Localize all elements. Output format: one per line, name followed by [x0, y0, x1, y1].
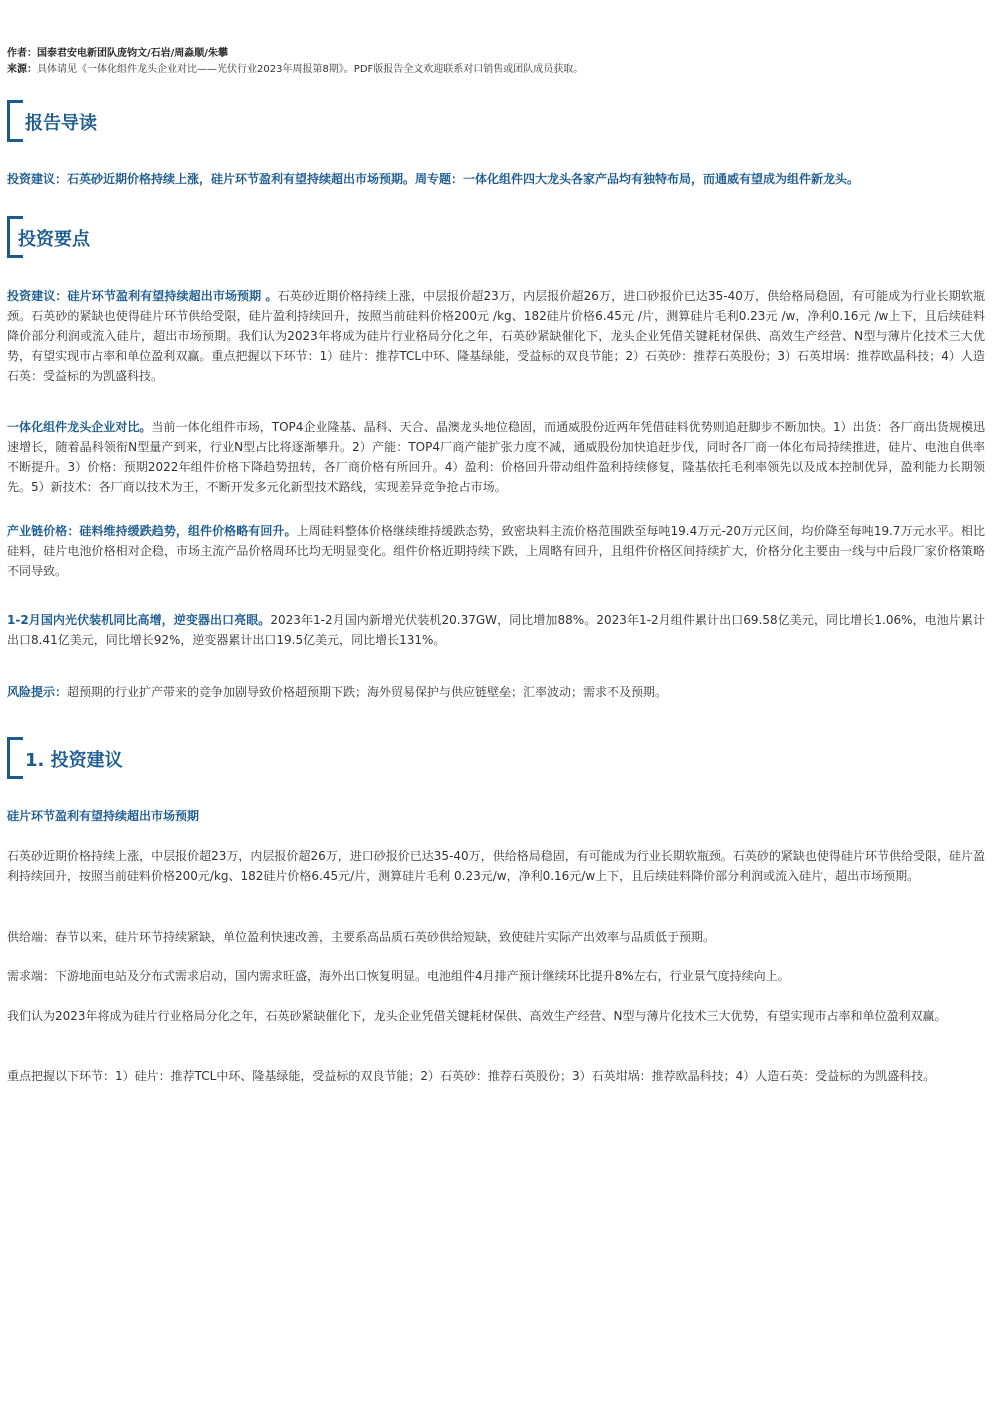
advice-paragraph-5: 重点把握以下环节：1）硅片：推荐TCL中环、隆基绿能，受益标的双良节能；2）石英砂：推荐石英股份；3）石英坩埚：推荐欧晶科技；4）人造石英：受益标的为凯盛科技。	[7, 1069, 936, 1083]
source-text: 具体请见《一体化组件龙头企业对比——光伏行业2023年周报第8期》。PDF版报告全文欢迎联系对口销售或团队成员获取。	[37, 64, 584, 75]
source-label: 来源：	[7, 64, 37, 75]
point-body: 上周硅料整体价格继续维持缓跌态势，致密块料主流价格范围跌至每吨19.4万元-20万元区间，均价降至每吨19.7万元水平。相比硅料，硅片电池价格相对企稳，市场主流产品价格周环比均无明显变化。组件价格近期持续下跌，上周略有回升，且组件价格区间持续扩大，价格分化主要由一线与中后段厂家价格策略不同导致。	[7, 524, 985, 578]
point-body: 当前一体化组件市场，TOP4企业隆基、晶科、天合、晶澳龙头地位稳固，而通威股份近两年凭借硅料优势则追赶脚步不断加快。1）出货：各厂商出货规模迅速增长，随着晶科领衔N型量产到来，行业N型占比将逐渐攀升。2）产能：TOP4厂商产能扩张力度不减，通威股份加快追赶步伐，同时各厂商一体化布局持续推进，硅片、电池自供率不断提升。3）价格：预期2022年组件价格下降趋势扭转，各厂商价格有所回升。4）盈利：价格回升带动组件盈利持续修复，隆基依托毛利率领先以及成本控制优异，盈利能力长期领先。5）新技术：各厂商以技术为王，不断开发多元化新型技术路线，实现差异竞争抢占市场。	[7, 420, 985, 494]
point-paragraph-4	[7, 610, 985, 650]
advice-paragraph-1: 石英砂近期价格持续上涨，中层报价超23万，内层报价超26万，进口砂报价已达35-40万，供给格局稳固，有可能成为行业长期软瓶颈。石英砂的紧缺也使得硅片环节供给受限，硅片盈利持续回升，按照当前硅料价格200元/kg、182硅片价格6.45元/片，测算硅片毛利 0.23元/w，净利0.16元/w上下，且后续硅料降价部分利润或流入硅片，超出市场预期。	[7, 849, 985, 883]
point-paragraph-1	[7, 286, 985, 386]
point-body: 超预期的行业扩产带来的竞争加剧导致价格超预期下跌；海外贸易保护与供应链壁垒；汇率波动；需求不及预期。	[67, 685, 668, 699]
point-body: 石英砂近期价格持续上涨，中层报价超23万，内层报价超26万，进口砂报价已达35-40万，供给格局稳固，有可能成为行业长期软瓶颈。石英砂的紧缺也使得硅片环节供给受限，硅片盈利持续回升，按照当前硅料价格200元 /kg、182硅片价格6.45元 /片，测算硅片毛利0.23元 /w，净利0.16元 /w上下，且后续硅料降价部分利润或流入硅片，超出市场预期。我们认为2023年将成为硅片行业格局分化之年，石英砂紧缺催化下，龙头企业凭借关键耗材保供、高效生产经营、N型与薄片化技术三大优势，有望实现市占率和单位盈利双赢。重点把握以下环节：1）硅片：推荐TCL中环、隆基绿能，受益标的双良节能；2）石英砂：推荐石英股份；3）石英坩埚：推荐欧晶科技；4）人造石英：受益标的为凯盛科技。	[7, 289, 985, 383]
point-body: 2023年1-2月国内新增光伏装机20.37GW，同比增加88%。2023年1-2月组件累计出口69.58亿美元，同比增长1.06%，电池片累计出口8.41亿美元，同比增长92%，逆变器累计出口19.5亿美元，同比增长131%。	[7, 613, 985, 647]
point-lead: 投资建议：硅片环节盈利有望持续超出市场预期 。	[7, 289, 278, 303]
point-paragraph-5	[7, 682, 985, 702]
advice-paragraph-3: 需求端：下游地面电站及分布式需求启动，国内需求旺盛，海外出口恢复明显。电池组件4月排产预计继续环比提升8%左右，行业景气度持续向上。	[7, 969, 790, 983]
author-line	[7, 46, 228, 61]
section-title-guide: 报告导读	[25, 113, 97, 134]
advice-paragraph-2: 供给端：春节以来，硅片环节持续紧缺，单位盈利快速改善，主要系高品质石英砂供给短缺，致使硅片实际产出效率与品质低于预期。	[7, 930, 716, 944]
point-lead: 风险提示：	[7, 685, 68, 699]
advice-subtitle: 硅片环节盈利有望持续超出市场预期	[7, 809, 200, 823]
author-label: 作者：	[7, 48, 37, 59]
section-bracket-icon	[7, 737, 23, 779]
guide-summary: 投资建议：石英砂近期价格持续上涨，硅片环节盈利有望持续超出市场预期。周专题：一体化组件四大龙头各家产品均有独特布局，而通威有望成为组件新龙头。	[7, 172, 860, 186]
source-line	[7, 62, 583, 77]
section-bracket-icon	[7, 100, 23, 142]
point-lead: 1-2月国内光伏装机同比高增，逆变器出口亮眼。	[7, 613, 271, 627]
point-lead: 一体化组件龙头企业对比。	[7, 420, 152, 434]
point-paragraph-2	[7, 417, 985, 497]
point-lead: 产业链价格：硅料维持缓跌趋势，组件价格略有回升。	[7, 524, 297, 538]
point-paragraph-3	[7, 521, 985, 581]
section-title-advice: 1. 投资建议	[25, 750, 123, 771]
advice-paragraph-4: 我们认为2023年将成为硅片行业格局分化之年，石英砂紧缺催化下，龙头企业凭借关键耗材保供、高效生产经营、N型与薄片化技术三大优势，有望实现市占率和单位盈利双赢。	[7, 1009, 947, 1023]
section-title-points: 投资要点	[18, 229, 90, 250]
author-names: 国泰君安电新团队庞钧文/石岩/周淼顺/朱攀	[37, 48, 228, 59]
